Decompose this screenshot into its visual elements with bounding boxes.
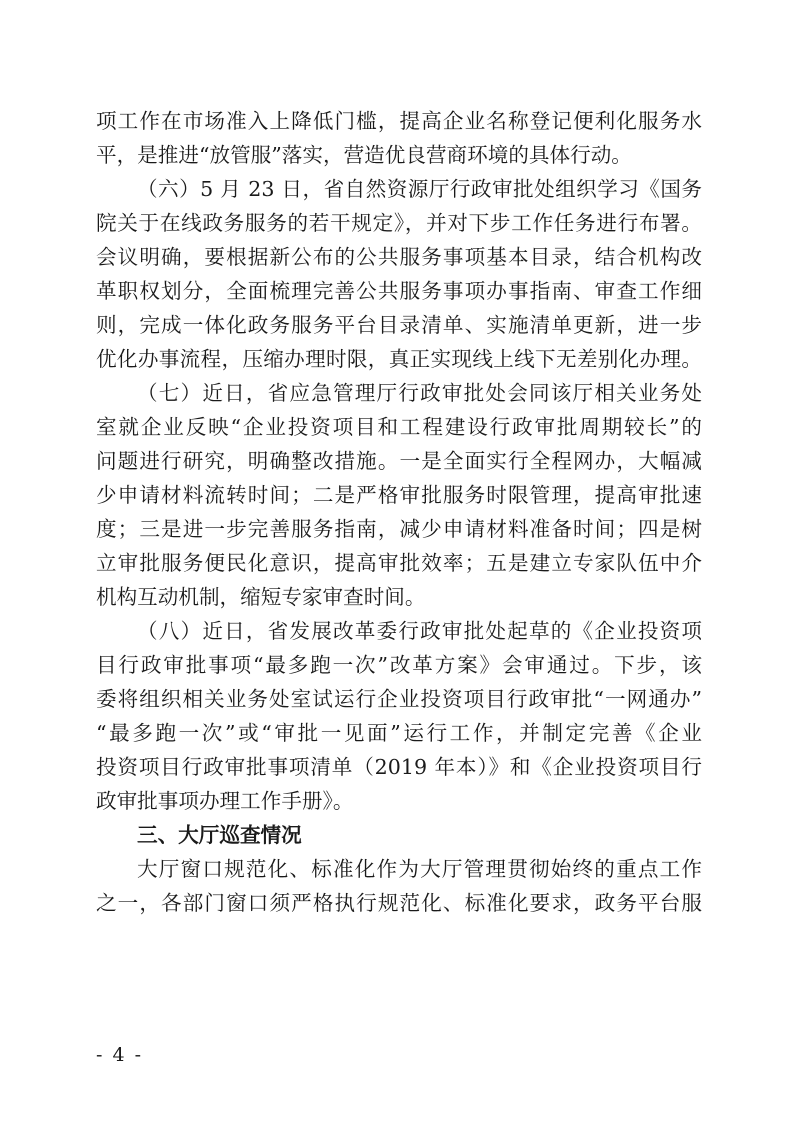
text-line: 问题进行研究，明确整改措施。一是全面实行全程网办，大幅减 <box>96 449 702 473</box>
page-number: - 4 - <box>96 1044 144 1066</box>
text-line: 革职权划分，全面梳理完善公共服务事项办事指南、审查工作细 <box>96 279 702 303</box>
text-line: 政审批事项办理工作手册》。 <box>96 789 354 813</box>
text-line: 优化办事流程，压缩办理时限，真正实现线上线下无差别化办理。 <box>96 347 702 371</box>
text-line: “最多跑一次”或“审批一见面”运行工作，并制定完善《企业 <box>96 721 702 745</box>
text-line: 少申请材料流转时间；二是严格审批服务时限管理，提高审批速 <box>96 483 702 507</box>
paragraph-item-eight <box>96 614 702 818</box>
text-line: 立审批服务便民化意识，提高审批效率；五是建立专家队伍中介 <box>96 551 702 575</box>
paragraph-item-seven <box>96 376 702 614</box>
text-line: 平，是推进“放管服”落实，营造优良营商环境的具体行动。 <box>96 143 632 167</box>
text-line: 大厅窗口规范化、标准化作为大厅管理贯彻始终的重点工作 <box>137 857 702 881</box>
text-line: 机构互动机制，缩短专家审查时间。 <box>96 585 426 609</box>
paragraph-hall-inspection <box>96 852 702 920</box>
paragraph-continuation <box>96 104 702 172</box>
section-heading: 三、大厅巡查情况 <box>137 823 302 847</box>
text-line: （七）近日，省应急管理厅行政审批处会同该厅相关业务处 <box>137 381 702 405</box>
paragraph-item-six <box>96 172 702 376</box>
text-line: 则，完成一体化政务服务平台目录清单、实施清单更新，进一步 <box>96 313 702 337</box>
text-line: 会议明确，要根据新公布的公共服务事项基本目录，结合机构改 <box>96 245 702 269</box>
text-line: 室就企业反映“企业投资项目和工程建设行政审批周期较长”的 <box>96 415 702 439</box>
text-line: 委将组织相关业务处室试运行企业投资项目行政审批“一网通办” <box>96 687 702 711</box>
document-body <box>96 104 702 920</box>
text-line: 目行政审批事项“最多跑一次”改革方案》会审通过。下步，该 <box>96 653 702 677</box>
text-line: 度；三是进一步完善服务指南，减少申请材料准备时间；四是树 <box>96 517 702 541</box>
text-line: 投资项目行政审批事项清单（2019 年本）》和《企业投资项目行 <box>96 755 702 779</box>
text-line: 院关于在线政务服务的若干规定》，并对下步工作任务进行布署。 <box>96 211 702 235</box>
text-line: （六）5 月 23 日，省自然资源厅行政审批处组织学习《国务 <box>137 177 702 201</box>
text-line: 项工作在市场准入上降低门槛，提高企业名称登记便利化服务水 <box>96 109 702 133</box>
text-line: （八）近日，省发展改革委行政审批处起草的《企业投资项 <box>137 619 702 643</box>
text-line: 之一，各部门窗口须严格执行规范化、标准化要求，政务平台服 <box>96 891 702 915</box>
